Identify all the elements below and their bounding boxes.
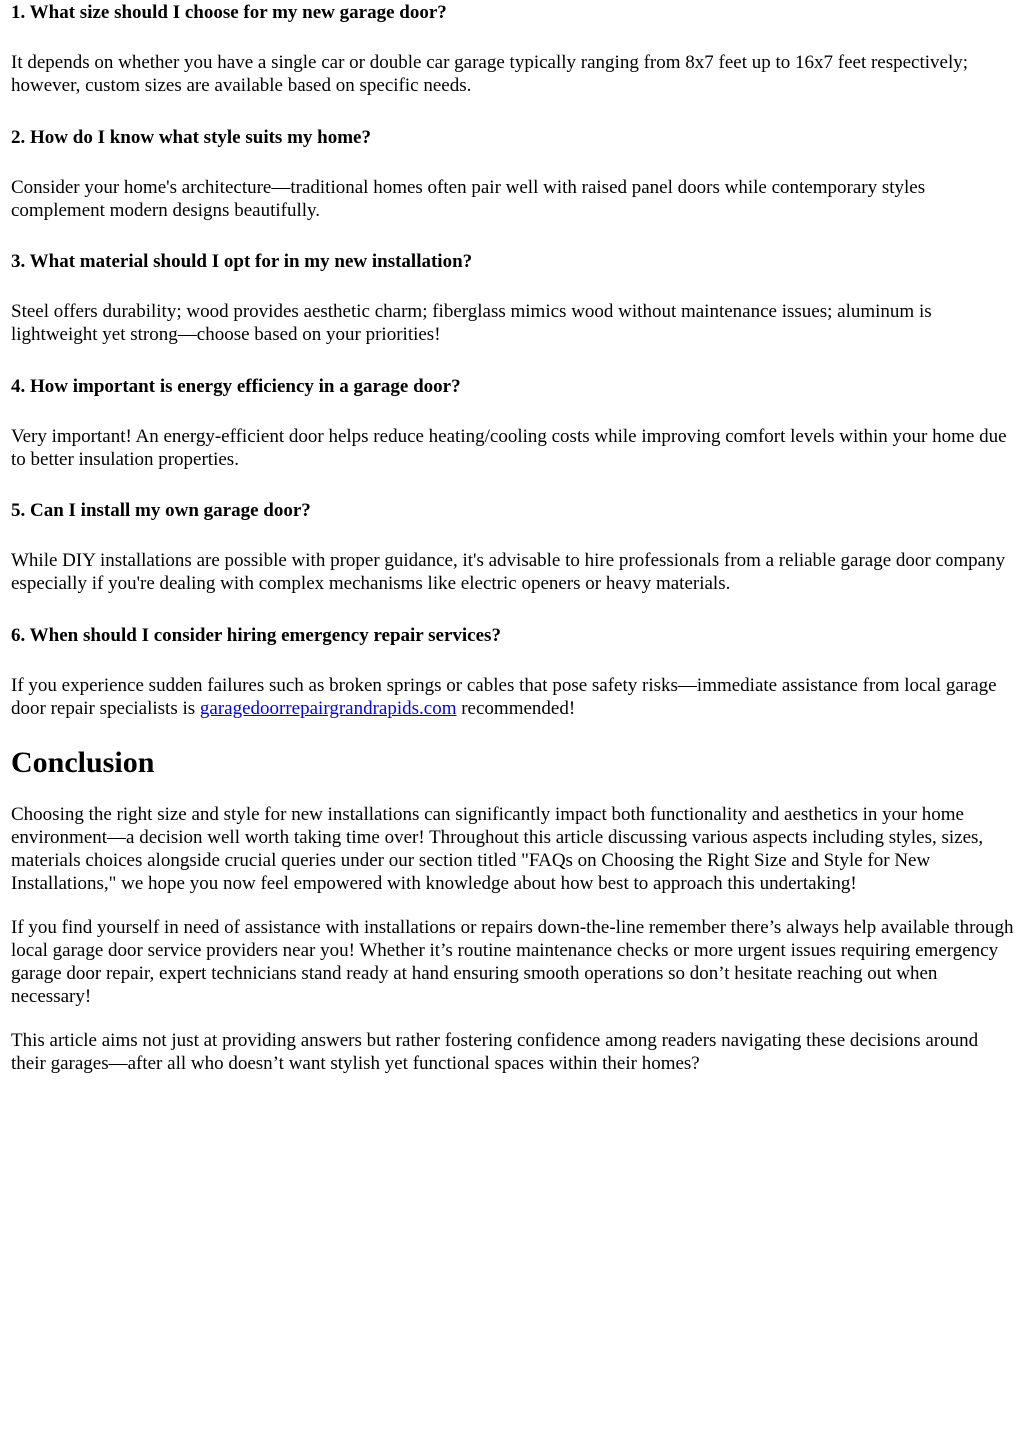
- faq-answer: [11, 674, 1014, 720]
- conclusion-paragraph-2: If you find yourself in need of assistance with installations or repairs down-the-line remember there’s always help available through local garage door service providers near you! Whether it’s routine maintenance checks or more urgent issues requiring emergency garage door repair, expert technicians stand ready at hand ensuring smooth operations so don’t hesitate reaching out when necessary!: [11, 917, 1014, 1007]
- faq-answer: Consider your home's architecture—traditional homes often pair well with raised panel doors while contemporary styles complement modern designs beautifully.: [11, 177, 926, 221]
- faq-question: 4. How important is energy efficiency in a garage door?: [11, 376, 461, 397]
- conclusion-paragraph-1: Choosing the right size and style for new installations can significantly impact both functionality and aesthetics in your home environment—a decision well worth taking time over! Throughout this article discussing various aspects including styles, sizes, materials choices alongside crucial queries under our section titled "FAQs on Choosing the Right Size and Style for New Installations," we hope you now feel empowered with knowledge about how best to approach this undertaking!: [11, 804, 984, 894]
- faq-question: 6. When should I consider hiring emergency repair services?: [11, 625, 501, 646]
- faq-question: 2. How do I know what style suits my home?: [11, 127, 371, 148]
- faq-answer: Steel offers durability; wood provides aesthetic charm; fiberglass mimics wood without maintenance issues; aluminum is lightweight yet strong—choose based on your priorities!: [11, 301, 932, 345]
- faq-answer-text-after-link: recommended!: [456, 698, 576, 719]
- faq-item-1: [11, 1, 1014, 97]
- faq-answer-text-before-link: If you experience sudden failures such as broken springs or cables that pose safety risks—immediate assistance from local garage door repair specialists is: [11, 675, 997, 719]
- faq-item-3: [11, 250, 1014, 346]
- faq-answer: It depends on whether you have a single car or double car garage typically ranging from 8x7 feet up to 16x7 feet respectively; however, custom sizes are available based on specific needs.: [11, 52, 969, 96]
- conclusion-paragraph-3: This article aims not just at providing answers but rather fostering confidence among readers navigating these decisions around their garages—after all who doesn’t want stylish yet functional spaces within their homes?: [11, 1030, 979, 1074]
- article-page: [0, 1, 1024, 1075]
- faq-question: 5. Can I install my own garage door?: [11, 500, 311, 521]
- faq-item-5: [11, 499, 1014, 595]
- faq-answer: While DIY installations are possible with proper guidance, it's advisable to hire professionals from a reliable garage door company especially if you're dealing with complex mechanisms like electric openers or heavy materials.: [11, 550, 1006, 594]
- faq-item-6: [11, 624, 1014, 720]
- garage-door-repair-link[interactable]: garagedoorrepairgrandrapids.com: [199, 698, 457, 719]
- faq-question: 3. What material should I opt for in my new installation?: [11, 251, 473, 272]
- faq-answer: Very important! An energy-efficient door helps reduce heating/cooling costs while improving comfort levels within your home due to better insulation properties.: [11, 426, 1007, 470]
- faq-item-2: [11, 126, 1014, 222]
- faq-item-4: [11, 375, 1014, 471]
- conclusion-heading: Conclusion: [11, 746, 155, 779]
- faq-question: 1. What size should I choose for my new garage door?: [11, 2, 447, 23]
